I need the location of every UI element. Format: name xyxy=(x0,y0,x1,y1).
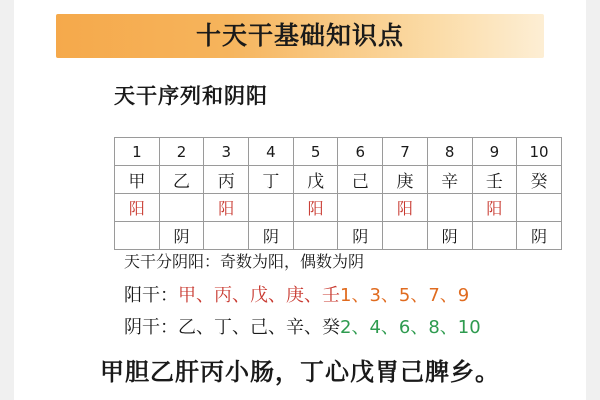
cell-number: 4 xyxy=(249,138,294,166)
note-yin-stems xyxy=(124,313,481,339)
cell-yin xyxy=(472,222,517,250)
cell-yin xyxy=(115,222,160,250)
section-heading: 天干序列和阴阳 xyxy=(114,84,268,108)
cell-yang xyxy=(249,194,294,222)
cell-yang xyxy=(427,194,472,222)
cell-stem: 丁 xyxy=(249,166,294,194)
content-area xyxy=(14,0,586,400)
cell-number: 3 xyxy=(204,138,249,166)
table-row-stems xyxy=(115,166,562,194)
yang-stems-numbers: 1、3、5、7、9 xyxy=(340,285,470,306)
cell-stem: 壬 xyxy=(472,166,517,194)
cell-yin: 阴 xyxy=(517,222,562,250)
cell-yang: 阳 xyxy=(293,194,338,222)
cell-yin: 阴 xyxy=(159,222,204,250)
yang-stems-values: 甲、丙、戊、庚、壬 xyxy=(178,285,340,306)
cell-stem: 癸 xyxy=(517,166,562,194)
cell-yin: 阴 xyxy=(249,222,294,250)
cell-stem: 甲 xyxy=(115,166,160,194)
cell-yin: 阴 xyxy=(427,222,472,250)
table-row-numbers xyxy=(115,138,562,166)
cell-yin xyxy=(204,222,249,250)
cell-yang: 阳 xyxy=(204,194,249,222)
cell-yang: 阳 xyxy=(472,194,517,222)
cell-stem: 己 xyxy=(338,166,383,194)
cell-stem: 丙 xyxy=(204,166,249,194)
cell-number: 9 xyxy=(472,138,517,166)
cell-number: 10 xyxy=(517,138,562,166)
left-gutter xyxy=(0,0,14,400)
yang-stems-label: 阳干： xyxy=(124,285,178,306)
right-gutter xyxy=(586,0,600,400)
cell-number: 5 xyxy=(293,138,338,166)
yin-stems-numbers: 2、4、6、8、10 xyxy=(340,317,481,338)
cell-number: 2 xyxy=(159,138,204,166)
cell-yang xyxy=(338,194,383,222)
yin-stems-values: 乙、丁、己、辛、癸 xyxy=(178,317,340,338)
mnemonic-verse: 甲胆乙肝丙小肠，丁心戊胃己脾乡。 xyxy=(100,358,500,386)
cell-yin xyxy=(293,222,338,250)
note-yin-yang-rule: 天干分阴阳：奇数为阳，偶数为阴 xyxy=(124,252,365,271)
cell-yang: 阳 xyxy=(115,194,160,222)
table-row-yin xyxy=(115,222,562,250)
cell-number: 1 xyxy=(115,138,160,166)
page-title: 十天干基础知识点 xyxy=(195,21,404,50)
cell-yin: 阴 xyxy=(338,222,383,250)
yin-stems-label: 阴干： xyxy=(124,317,178,338)
cell-yin xyxy=(383,222,428,250)
cell-stem: 戊 xyxy=(293,166,338,194)
note-yang-stems xyxy=(124,281,469,307)
cell-number: 7 xyxy=(383,138,428,166)
cell-stem: 辛 xyxy=(427,166,472,194)
cell-yang: 阳 xyxy=(383,194,428,222)
heavenly-stems-table xyxy=(114,137,562,250)
cell-number: 8 xyxy=(427,138,472,166)
cell-number: 6 xyxy=(338,138,383,166)
cell-stem: 庚 xyxy=(383,166,428,194)
cell-yang xyxy=(517,194,562,222)
cell-yang xyxy=(159,194,204,222)
table-row-yang xyxy=(115,194,562,222)
cell-stem: 乙 xyxy=(159,166,204,194)
